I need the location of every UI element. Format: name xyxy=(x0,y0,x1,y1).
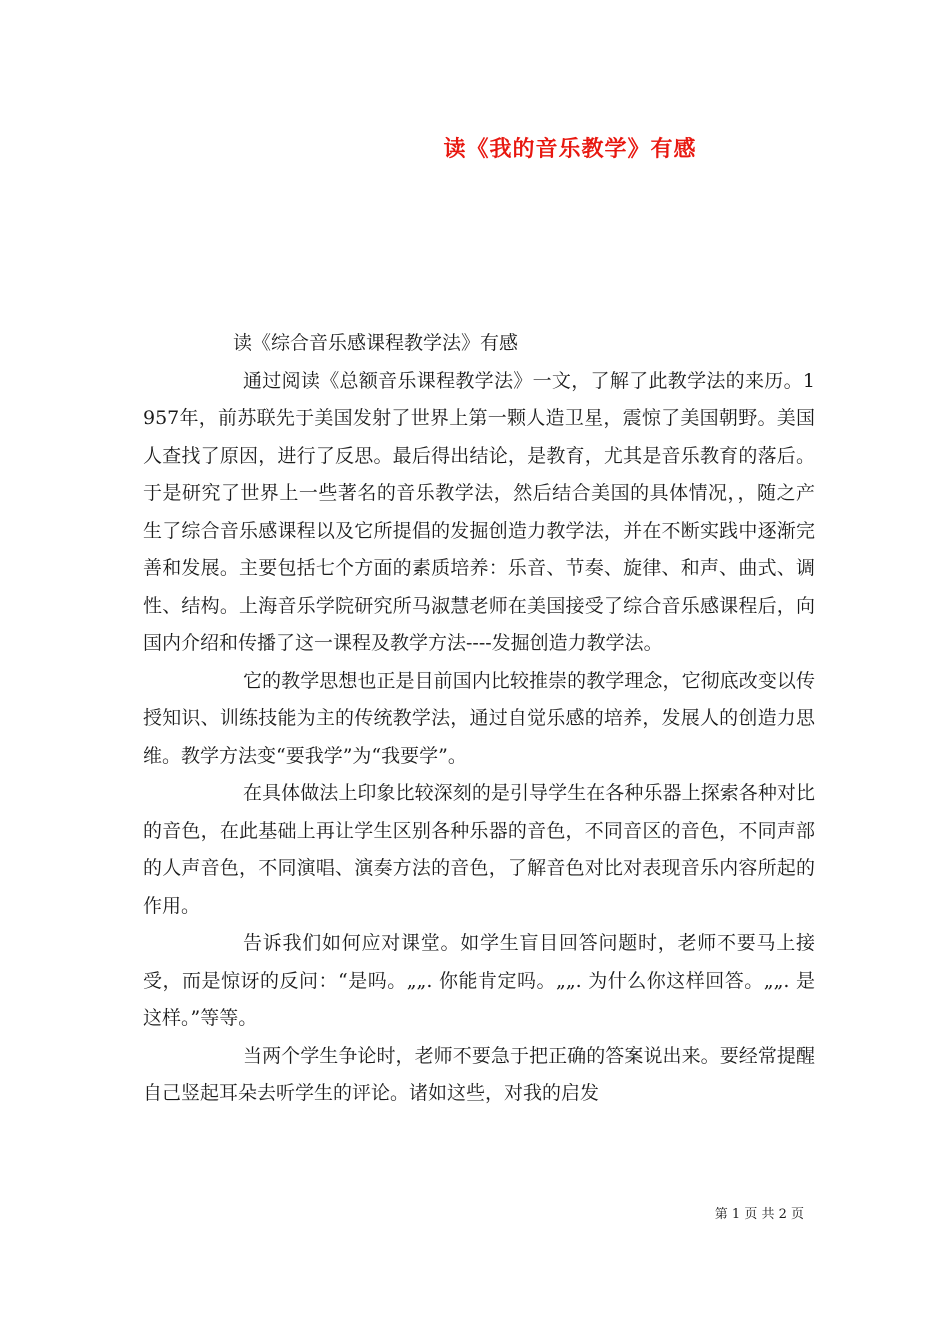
document-subtitle: 读《综合音乐感课程教学法》有感 xyxy=(233,332,519,354)
document-body xyxy=(143,325,815,1113)
paragraph-1: 通过阅读《总额音乐课程教学法》一文，了解了此教学法的来历。1957年，前苏联先于美国发射了世界上第一颗人造卫星，震惊了美国朝野。美国人查找了原因，进行了反思。最后得出结论，是教育，尤其是音乐教育的落后。于是研究了世界上一些著名的音乐教学法，然后结合美国的具体情况，，随之产生了综合音乐感课程以及它所提倡的发掘创造力教学法，并在不断实践中逐渐完善和发展。主要包括七个方面的素质培养：乐音、节奏、旋律、和声、曲式、调性、结构。上海音乐学院研究所马淑慧老师在美国接受了综合音乐感课程后，向国内介绍和传播了这一课程及教学方法----发掘创造力教学法。 xyxy=(143,369,815,654)
page-number-footer: 第 1 页 共 2 页 xyxy=(714,1207,804,1222)
paragraph-2: 它的教学思想也正是目前国内比较推崇的教学理念，它彻底改变以传授知识、训练技能为主的传统教学法，通过自觉乐感的培养，发展人的创造力思维。教学方法变“要我学”为“我要学”。 xyxy=(143,669,815,767)
paragraph-5: 当两个学生争论时，老师不要急于把正确的答案说出来。要经常提醒自己竖起耳朵去听学生的评论。诸如这些，对我的启发 xyxy=(143,1044,815,1104)
paragraph-4: 告诉我们如何应对课堂。如学生盲目回答问题时，老师不要马上接受，而是惊讶的反问：“是吗。„„. 你能肯定吗。„„. 为什么你这样回答。„„. 是这样。”等等。 xyxy=(143,932,815,1029)
document-title: 读《我的音乐教学》有感 xyxy=(443,136,697,162)
paragraph-3: 在具体做法上印象比较深刻的是引导学生在各种乐器上探索各种对比的音色，在此基础上再让学生区别各种乐器的音色，不同音区的音色，不同声部的人声音色，不同演唱、演奏方法的音色，了解音色对比对表现音乐内容所起的作用。 xyxy=(143,782,815,917)
